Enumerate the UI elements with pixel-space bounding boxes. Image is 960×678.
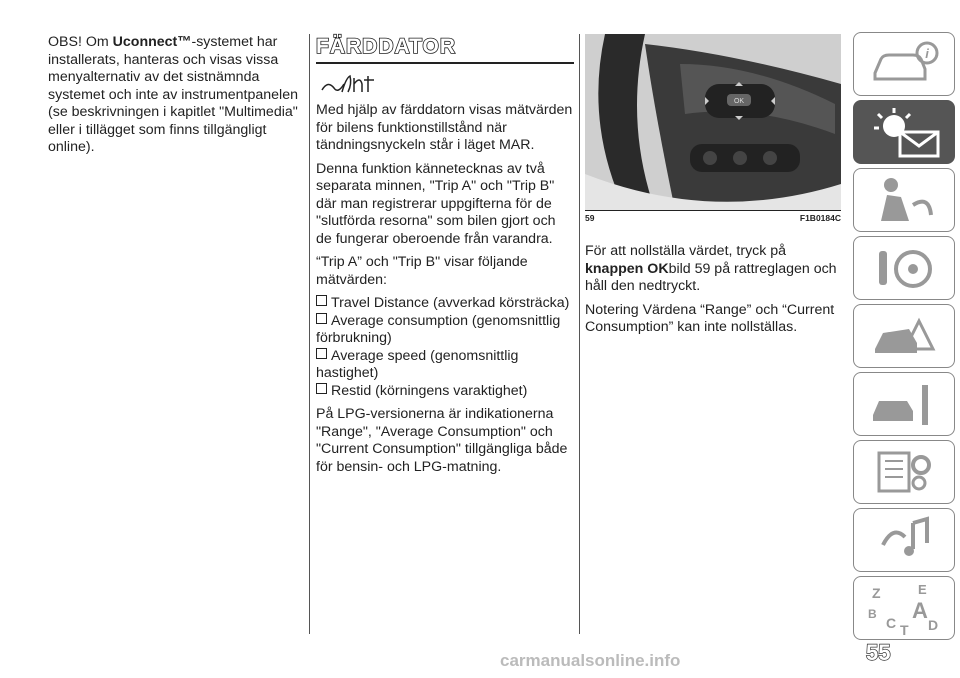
tab-safety[interactable] — [853, 168, 955, 232]
figure-number: 59 — [585, 213, 595, 223]
trip-computer-section — [316, 34, 574, 482]
note-text: -systemet har installerats, hanteras och visas vissa menyalternativ av det sistnämnda systemet och inte av instrumentpanelen (se beskrivningen i kapitlet "Multimedia" eller i tillägget som finns tillgängligt online). — [48, 34, 298, 155]
tab-index[interactable] — [853, 576, 955, 640]
list-item: Average consumption (genomsnittlig förbrukning) — [316, 312, 561, 346]
script-logo-icon — [320, 72, 380, 98]
tab-emergency[interactable] — [853, 304, 955, 368]
evap-script-icon — [320, 72, 574, 98]
multimedia-icon — [869, 515, 939, 565]
intro-note — [48, 34, 310, 157]
list-item: Average speed (genomsnittlig hastighet) — [316, 347, 519, 381]
maintenance-icon — [869, 379, 939, 429]
checkbox-bullet-icon — [316, 295, 327, 306]
ok-button-ref: knappen OK — [585, 260, 669, 277]
figure-caption — [585, 210, 841, 229]
svg-text:D: D — [928, 617, 939, 633]
reset-note: Notering Värdena “Range” och “Current Consumption” kan inte nollställas. — [585, 301, 835, 335]
svg-text:i: i — [925, 46, 929, 61]
uconnect-brand: Uconnect™ — [112, 34, 192, 50]
watermark: carmanualsonline.info — [500, 651, 681, 670]
car-info-icon — [869, 39, 939, 89]
reset-instruction: För att nollställa värdet, tryck på knappen OKbild 59 på rattreglagen och håll den nedtryckt. — [585, 243, 837, 294]
checkbox-bullet-icon — [316, 383, 327, 394]
svg-text:C: C — [886, 615, 897, 631]
tab-multimedia[interactable] — [853, 508, 955, 572]
breakdown-icon — [869, 311, 939, 361]
paragraph-3: “Trip A” och "Trip B" visar följande mätvärden: — [316, 254, 528, 288]
ok-button-label: OK — [733, 98, 745, 105]
checkbox-bullet-icon — [316, 313, 327, 324]
section-heading: FÄRDDATOR — [316, 35, 457, 58]
svg-text:A: A — [912, 598, 928, 623]
tab-warning-lights[interactable] — [853, 100, 955, 164]
paragraph-1: Med hjälp av färddatorn visas mätvärden för bilens funktionstillstånd när tändningsnyckeln står i läget MAR. — [316, 102, 573, 153]
column-divider-2 — [579, 34, 580, 634]
paragraph-4: På LPG-versionerna är indikationerna "Range", "Average Consumption" och "Current Consumption" tillgängliga både för bensin- och LPG-matning. — [316, 406, 568, 475]
key-steering-icon — [869, 243, 939, 293]
list-item: Travel Distance (avverkad körsträcka) — [316, 295, 574, 313]
figure-code: F1B0184C — [799, 213, 841, 223]
column-divider-1 — [309, 34, 310, 634]
tab-starting-driving[interactable] — [853, 236, 955, 300]
checkbox-bullet-icon — [316, 348, 327, 359]
figure-column — [585, 34, 841, 343]
tech-data-icon — [869, 447, 939, 497]
heading-rule — [316, 62, 574, 64]
svg-text:B: B — [868, 607, 877, 621]
index-icon — [864, 580, 944, 636]
note-prefix: OBS! Om — [48, 34, 113, 50]
tab-technical-data[interactable] — [853, 440, 955, 504]
svg-text:T: T — [900, 622, 909, 636]
list-item: Restid (körningens varaktighet) — [316, 383, 574, 401]
page-number: 55 — [866, 640, 891, 665]
steering-wheel-photo — [585, 34, 841, 210]
chapter-tabs — [853, 32, 957, 644]
svg-text:E: E — [918, 582, 927, 597]
warning-lights-icon — [864, 104, 944, 160]
svg-text:Z: Z — [872, 585, 881, 601]
tab-maintenance[interactable] — [853, 372, 955, 436]
tab-car-info[interactable] — [853, 32, 955, 96]
paragraph-2: Denna funktion kännetecknas av två separata minnen, "Trip A" och "Trip B" där man registrerar uppgifterna för de "slutförda resorna" som bilen gjort och de fungerar oberoende från varandra. — [316, 160, 556, 247]
steering-wheel-controls-image — [585, 34, 841, 210]
seatbelt-airbag-icon — [869, 175, 939, 225]
